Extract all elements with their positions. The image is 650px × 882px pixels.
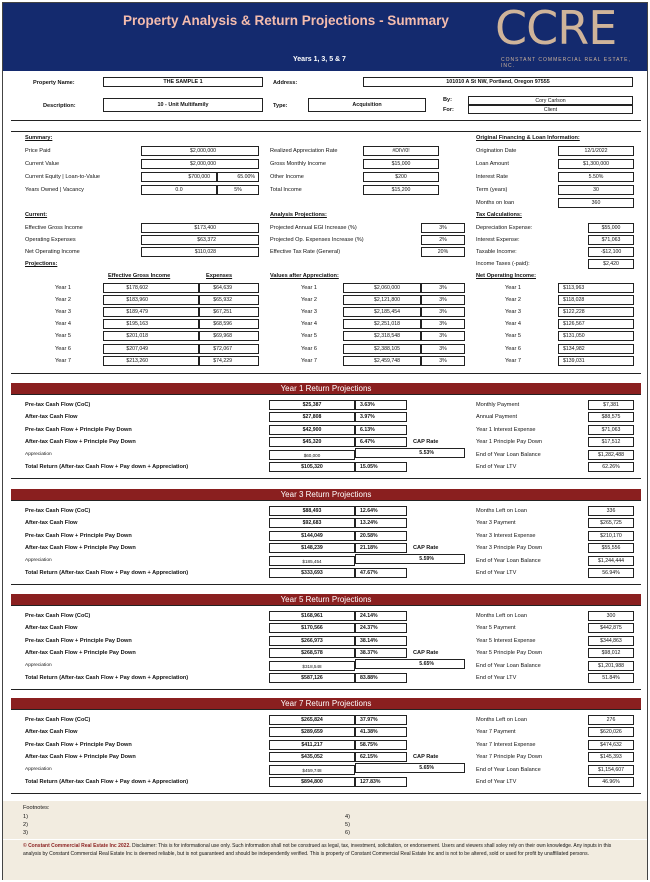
current-title: Current: (25, 212, 48, 218)
projection-noi-value: $113,963 (558, 283, 634, 293)
footnote-4: 4) (345, 814, 350, 820)
gross-monthly-income-label: Gross Monthly Income (270, 161, 326, 167)
company-logo-tagline: CONSTANT COMMERCIAL REAL ESTATE, INC. (501, 57, 631, 69)
loan-detail-label: Year 7 Principle Pay Down (476, 754, 543, 761)
projection-value: $2,185,454 (343, 307, 421, 317)
loan-detail-value: $145,393 (588, 752, 634, 762)
appreciation-rate-label: Realized Appreciation Rate (270, 148, 338, 154)
pretax-plus-paydown-value: $144,049 (269, 531, 355, 541)
interest-rate-label: Interest Rate (476, 174, 509, 180)
aftertax-plus-paydown-pct: 38.37% (355, 648, 407, 658)
cap-rate-value: 5.59% (355, 554, 465, 564)
current-opex-label: Operating Expenses (25, 237, 76, 243)
pretax-plus-paydown-label: Pre-tax Cash Flow + Principle Pay Down (25, 637, 132, 644)
projection-value: $2,060,000 (343, 283, 421, 293)
appreciation-value: $318,548 (269, 661, 355, 671)
current-equity-value: $700,000 (141, 172, 217, 182)
loan-detail-value: 300 (588, 611, 634, 621)
return-section-header: Year 3 Return Projections (11, 489, 641, 500)
loan-detail-label: End of Year LTV (476, 464, 517, 470)
projection-value-year-label: Year 4 (301, 321, 317, 328)
loan-detail-value: 276 (588, 715, 634, 725)
projection-value-year-label: Year 6 (301, 345, 317, 352)
description-field[interactable]: 10 - Unit Multifamily (103, 98, 263, 112)
pretax-cash-flow-label: Pre-tax Cash Flow (CoC) (25, 717, 91, 723)
projection-egi-value: $178,602 (103, 283, 199, 293)
loan-detail-label: Months Left on Loan (476, 613, 528, 619)
loan-detail-value: 51.84% (588, 673, 634, 683)
aftertax-plus-paydown-pct: 21.18% (355, 543, 407, 553)
report-title: Property Analysis & Return Projections - Summary (123, 13, 449, 28)
aftertax-cash-flow-pct: 13.24% (355, 518, 407, 528)
total-income-label: Total Income (270, 187, 302, 193)
loan-detail-value: $55,556 (588, 543, 634, 553)
loan-detail-value: $17,512 (588, 437, 634, 447)
aftertax-cash-flow-label: After-tax Cash Flow (25, 520, 78, 527)
price-paid-label: Price Paid (25, 148, 51, 154)
loan-detail-value: $344,863 (588, 636, 634, 646)
expenses-column-header: Expenses (206, 273, 233, 279)
projection-value: $2,121,800 (343, 295, 421, 305)
appreciation-value: $60,000 (269, 450, 355, 460)
cap-rate-label: CAP Rate (413, 439, 439, 446)
projection-egi-value: $213,260 (103, 356, 199, 366)
pretax-cash-flow-value: $265,824 (269, 715, 355, 725)
total-return-pct: 127.83% (355, 777, 407, 787)
aftertax-cash-flow-value: $170,566 (269, 623, 355, 633)
pretax-cash-flow-value: $168,961 (269, 611, 355, 621)
appreciation-rate-value: #DIV/0! (363, 146, 439, 156)
projection-year-label: Year 2 (55, 297, 71, 304)
pretax-plus-paydown-label: Pre-tax Cash Flow + Principle Pay Down (25, 426, 132, 433)
summary-title: Summary: (25, 135, 53, 141)
values-title: Values after Appreciation: (270, 273, 339, 279)
footnote-6: 6) (345, 830, 350, 836)
total-income-value: $15,200 (363, 185, 439, 195)
divider (11, 793, 641, 794)
pretax-plus-paydown-value: $411,217 (269, 740, 355, 750)
for-field[interactable]: Client (468, 105, 633, 114)
divider (11, 478, 641, 479)
loan-detail-value: $98,012 (588, 648, 634, 658)
current-noi-value: $110,028 (141, 247, 259, 257)
projection-noi-value: $126,567 (558, 319, 634, 329)
projection-value-year-label: Year 1 (301, 285, 317, 291)
total-return-label: Total Return (After-tax Cash Flow + Pay down + Appreciation) (25, 779, 189, 785)
projection-noi-year-label: Year 1 (505, 285, 521, 291)
aftertax-cash-flow-label: After-tax Cash Flow (25, 414, 78, 421)
appreciation-label: Appreciation (25, 451, 52, 457)
aftertax-cash-flow-label: After-tax Cash Flow (25, 625, 78, 632)
address-field[interactable]: 101010 A St NW, Portland, Oregon 97555 (363, 77, 633, 87)
egi-increase-label: Projected Annual EGI Increase (%) (270, 225, 357, 231)
projection-value: $2,459,748 (343, 356, 421, 366)
projection-value: $2,251,018 (343, 319, 421, 329)
projection-egi-value: $195,163 (103, 319, 199, 329)
projection-noi-value: $122,228 (558, 307, 634, 317)
projection-noi-year-label: Year 3 (505, 309, 521, 316)
aftertax-cash-flow-pct: 24.37% (355, 623, 407, 633)
appreciation-label: Appreciation (25, 766, 52, 772)
projections-title: Projections: (25, 261, 58, 267)
current-egi-value: $173,400 (141, 223, 259, 233)
origination-date-value: 12/1/2022 (558, 146, 634, 156)
aftertax-plus-paydown-pct: 6.47% (355, 437, 407, 447)
tax-rate-label: Effective Tax Rate (General) (270, 249, 341, 255)
current-equity-label: Current Equity | Loan-to-Value (25, 174, 101, 180)
appreciation-label: Appreciation (25, 557, 52, 563)
aftertax-plus-paydown-value: $268,578 (269, 648, 355, 658)
projection-egi-value: $201,018 (103, 331, 199, 341)
loan-detail-label: Year 1 Principle Pay Down (476, 439, 543, 446)
projection-year-label: Year 7 (55, 357, 71, 364)
pretax-cash-flow-label: Pre-tax Cash Flow (CoC) (25, 402, 91, 408)
projection-appreciation-pct: 3% (421, 307, 465, 317)
loan-detail-label: Year 5 Payment (476, 625, 516, 632)
projection-noi-year-label: Year 4 (505, 321, 521, 328)
tax-title: Tax Calculations: (476, 212, 522, 218)
for-label: For: (443, 107, 454, 113)
projection-appreciation-pct: 3% (421, 356, 465, 366)
projection-egi-value: $207,049 (103, 344, 199, 354)
projection-value-year-label: Year 3 (301, 309, 317, 316)
projection-expenses-value: $72,067 (199, 344, 259, 354)
current-noi-label: Net Operating Income (25, 249, 80, 255)
aftertax-plus-paydown-value: $148,239 (269, 543, 355, 553)
total-return-label: Total Return (After-tax Cash Flow + Pay down + Appreciation) (25, 570, 189, 576)
cap-rate-label: CAP Rate (413, 650, 439, 657)
pretax-plus-paydown-value: $266,973 (269, 636, 355, 646)
financing-title: Original Financing & Loan Information: (476, 135, 580, 141)
aftertax-plus-paydown-label: After-tax Cash Flow + Principle Pay Down (25, 650, 136, 657)
appreciation-value: $185,454 (269, 556, 355, 566)
current-opex-value: $63,372 (141, 235, 259, 245)
loan-detail-label: Year 5 Principle Pay Down (476, 650, 543, 657)
loan-detail-label: End of Year Loan Balance (476, 766, 541, 773)
loan-detail-label: Year 3 Payment (476, 520, 516, 527)
report-subtitle: Years 1, 3, 5 & 7 (293, 56, 346, 63)
loan-detail-label: End of Year Loan Balance (476, 451, 541, 458)
projection-noi-value: $139,031 (558, 356, 634, 366)
projection-appreciation-pct: 3% (421, 319, 465, 329)
loan-detail-value: $71,063 (588, 425, 634, 435)
total-return-pct: 83.88% (355, 673, 407, 683)
loan-detail-label: Annual Payment (476, 414, 518, 421)
pretax-cash-flow-pct: 12.64% (355, 506, 407, 516)
pretax-plus-paydown-pct: 58.75% (355, 740, 407, 750)
property-name-label: Property Name: (33, 80, 75, 86)
projection-value-year-label: Year 7 (301, 357, 317, 364)
loan-amount-label: Loan Amount (476, 161, 509, 167)
aftertax-cash-flow-label: After-tax Cash Flow (25, 729, 78, 736)
projection-egi-value: $189,479 (103, 307, 199, 317)
projection-value: $2,388,105 (343, 344, 421, 354)
cap-rate-value: 5.65% (355, 763, 465, 773)
projection-value: $2,318,548 (343, 331, 421, 341)
taxable-income-value: -$12,100 (588, 247, 634, 257)
projection-appreciation-pct: 3% (421, 295, 465, 305)
income-taxes-label: Income Taxes (-paid): (476, 261, 530, 267)
aftertax-plus-paydown-value: $435,052 (269, 752, 355, 762)
cap-rate-label: CAP Rate (413, 545, 439, 552)
description-label: Description: (43, 103, 76, 109)
total-return-value: $894,800 (269, 777, 355, 787)
projection-noi-year-label: Year 7 (505, 357, 521, 364)
pretax-cash-flow-pct: 24.14% (355, 611, 407, 621)
loan-amount-value: $1,300,000 (558, 159, 634, 169)
divider (11, 584, 641, 585)
current-value-value: $2,000,000 (141, 159, 259, 169)
loan-detail-value: $1,154,607 (588, 765, 634, 775)
taxable-income-label: Taxable Income: (476, 249, 517, 255)
loan-detail-value: $88,575 (588, 412, 634, 422)
appreciation-value: $459,748 (269, 765, 355, 775)
total-return-label: Total Return (After-tax Cash Flow + Pay down + Appreciation) (25, 464, 189, 470)
projection-noi-value: $131,050 (558, 331, 634, 341)
years-owned-label: Years Owned | Vacancy (25, 187, 84, 193)
type-field[interactable]: Acquisition (308, 98, 426, 112)
years-owned-value: 0.0 (141, 185, 217, 195)
divider (11, 689, 641, 690)
projection-appreciation-pct: 3% (421, 331, 465, 341)
current-value-label: Current Value (25, 161, 60, 167)
loan-detail-label: Monthly Payment (476, 402, 520, 408)
pretax-plus-paydown-label: Pre-tax Cash Flow + Principle Pay Down (25, 741, 132, 748)
aftertax-cash-flow-pct: 3.97% (355, 412, 407, 422)
company-logo: CCRE (495, 1, 617, 55)
aftertax-plus-paydown-value: $45,320 (269, 437, 355, 447)
divider (11, 131, 641, 132)
projection-expenses-value: $67,251 (199, 307, 259, 317)
ltv-value: 65.00% (217, 172, 259, 182)
opex-increase-value[interactable]: 2% (421, 235, 465, 245)
disclaimer (3, 840, 647, 880)
projection-year-label: Year 6 (55, 345, 71, 352)
report-header (3, 3, 647, 71)
total-return-value: $105,320 (269, 462, 355, 472)
by-label: By: (443, 97, 453, 103)
projection-value-year-label: Year 5 (301, 333, 317, 340)
loan-detail-value: $7,381 (588, 400, 634, 410)
loan-detail-value: $265,725 (588, 518, 634, 528)
vacancy-value: 5% (217, 185, 259, 195)
cap-rate-label: CAP Rate (413, 754, 439, 761)
pretax-cash-flow-value: $88,493 (269, 506, 355, 516)
projection-noi-value: $134,982 (558, 344, 634, 354)
loan-detail-label: Year 7 Payment (476, 729, 516, 736)
projection-expenses-value: $65,932 (199, 295, 259, 305)
projection-year-label: Year 4 (55, 321, 71, 328)
loan-detail-label: Year 5 Interest Expense (476, 637, 536, 644)
total-return-label: Total Return (After-tax Cash Flow + Pay down + Appreciation) (25, 675, 189, 681)
loan-detail-value: 56.94% (588, 568, 634, 578)
footnote-5: 5) (345, 822, 350, 828)
egi-column-header: Effective Gross Income (108, 273, 171, 279)
depreciation-label: Depreciation Expense: (476, 225, 533, 231)
loan-detail-label: End of Year Loan Balance (476, 662, 541, 669)
gross-monthly-income-value: $15,000 (363, 159, 439, 169)
footnotes-title: Footnotes: (23, 805, 50, 811)
report-page (2, 2, 648, 880)
cap-rate-value: 5.53% (355, 448, 465, 458)
pretax-cash-flow-pct: 37.97% (355, 715, 407, 725)
return-section-header: Year 1 Return Projections (11, 383, 641, 394)
address-label: Address: (273, 80, 298, 86)
opex-increase-label: Projected Op. Expenses Increase (%) (270, 237, 364, 243)
pretax-plus-paydown-pct: 20.58% (355, 531, 407, 541)
divider (11, 500, 641, 501)
loan-detail-label: Months Left on Loan (476, 717, 528, 723)
loan-detail-label: Months Left on Loan (476, 508, 528, 514)
aftertax-plus-paydown-label: After-tax Cash Flow + Principle Pay Down (25, 754, 136, 761)
aftertax-cash-flow-value: $27,808 (269, 412, 355, 422)
origination-date-label: Origination Date (476, 148, 517, 154)
loan-detail-value: $1,201,988 (588, 661, 634, 671)
months-on-loan-label: Months on loan (476, 200, 515, 206)
footnote-3: 3) (23, 830, 28, 836)
projection-expenses-value: $68,596 (199, 319, 259, 329)
depreciation-value: $55,000 (588, 223, 634, 233)
price-paid-value: $2,000,000 (141, 146, 259, 156)
pretax-plus-paydown-label: Pre-tax Cash Flow + Principle Pay Down (25, 532, 132, 539)
interest-rate-value: 5.50% (558, 172, 634, 182)
pretax-cash-flow-label: Pre-tax Cash Flow (CoC) (25, 508, 91, 514)
total-return-pct: 15.05% (355, 462, 407, 472)
pretax-plus-paydown-pct: 38.14% (355, 636, 407, 646)
aftertax-cash-flow-value: $289,659 (269, 727, 355, 737)
disclaimer-text: Disclaimer: This is for informational use only. Such information shall not be construed as legal, tax, investment, solicitation, or endorsement. Users and viewers shall soley rely on their own knowledge. Any inputs in this analysis by Constant Commercial Real Estate Inc is deemed reliable, but is not guaranteed and should be independently verified. This is property of Constant Commercial Real Estate Inc and is not to be altered, sold or used for profit by unaffiliated persons. (23, 843, 612, 857)
aftertax-plus-paydown-label: After-tax Cash Flow + Principle Pay Down (25, 439, 136, 446)
loan-detail-value: 336 (588, 506, 634, 516)
interest-expense-value: $71,063 (588, 235, 634, 245)
loan-detail-label: Year 3 Interest Expense (476, 532, 536, 539)
divider (11, 394, 641, 395)
loan-detail-value: $474,632 (588, 740, 634, 750)
projection-appreciation-pct: 3% (421, 283, 465, 293)
projection-noi-value: $118,028 (558, 295, 634, 305)
projection-expenses-value: $74,229 (199, 356, 259, 366)
loan-detail-value: 46.96% (588, 777, 634, 787)
projection-egi-value: $183,960 (103, 295, 199, 305)
other-income-value: $200 (363, 172, 439, 182)
loan-detail-label: End of Year LTV (476, 570, 517, 576)
pretax-cash-flow-label: Pre-tax Cash Flow (CoC) (25, 613, 91, 619)
aftertax-plus-paydown-label: After-tax Cash Flow + Principle Pay Down (25, 545, 136, 552)
cap-rate-value: 5.65% (355, 659, 465, 669)
projection-appreciation-pct: 3% (421, 344, 465, 354)
interest-expense-label: Interest Expense: (476, 237, 520, 243)
months-on-loan-value: 360 (558, 198, 634, 208)
loan-detail-label: End of Year LTV (476, 675, 517, 681)
pretax-cash-flow-pct: 3.63% (355, 400, 407, 410)
total-return-value: $587,126 (269, 673, 355, 683)
appreciation-label: Appreciation (25, 662, 52, 668)
return-section-header: Year 5 Return Projections (11, 594, 641, 605)
analysis-title: Analysis Projections: (270, 212, 327, 218)
term-label: Term (years) (476, 187, 508, 193)
projection-year-label: Year 1 (55, 285, 71, 291)
tax-rate-value[interactable]: 20% (421, 247, 465, 257)
loan-detail-label: Year 7 Interest Expense (476, 741, 536, 748)
loan-detail-value: 62.26% (588, 462, 634, 472)
type-label: Type: (273, 103, 288, 109)
loan-detail-value: $210,170 (588, 531, 634, 541)
pretax-plus-paydown-value: $42,900 (269, 425, 355, 435)
pretax-plus-paydown-pct: 6.13% (355, 425, 407, 435)
property-name-field[interactable]: THE SAMPLE 1 (103, 77, 263, 87)
divider (11, 605, 641, 606)
projection-noi-year-label: Year 6 (505, 345, 521, 352)
projection-noi-year-label: Year 5 (505, 333, 521, 340)
by-field[interactable]: Cory Carlson (468, 96, 633, 105)
footnote-2: 2) (23, 822, 28, 828)
loan-detail-label: Year 3 Principle Pay Down (476, 545, 543, 552)
loan-detail-label: End of Year Loan Balance (476, 557, 541, 564)
total-return-value: $333,693 (269, 568, 355, 578)
income-taxes-value: $2,420 (588, 259, 634, 269)
loan-detail-value: $442,875 (588, 623, 634, 633)
projection-year-label: Year 3 (55, 309, 71, 316)
projection-noi-year-label: Year 2 (505, 297, 521, 304)
loan-detail-value: $1,244,444 (588, 556, 634, 566)
footnotes-area (3, 801, 647, 839)
projection-value-year-label: Year 2 (301, 297, 317, 304)
egi-increase-value[interactable]: 3% (421, 223, 465, 233)
projection-expenses-value: $69,968 (199, 331, 259, 341)
aftertax-plus-paydown-pct: 62.15% (355, 752, 407, 762)
pretax-cash-flow-value: $25,387 (269, 400, 355, 410)
divider (11, 120, 641, 121)
projection-expenses-value: $64,639 (199, 283, 259, 293)
loan-detail-label: End of Year LTV (476, 779, 517, 785)
divider (11, 709, 641, 710)
loan-detail-label: Year 1 Interest Expense (476, 426, 536, 433)
loan-detail-value: $620,026 (588, 727, 634, 737)
term-value: 30 (558, 185, 634, 195)
total-return-pct: 47.67% (355, 568, 407, 578)
projection-year-label: Year 5 (55, 333, 71, 340)
current-egi-label: Effective Gross Income (25, 225, 83, 231)
loan-detail-value: $1,282,488 (588, 450, 634, 460)
footnote-1: 1) (23, 814, 28, 820)
return-section-header: Year 7 Return Projections (11, 698, 641, 709)
divider (11, 373, 641, 374)
disclaimer-copyright: © Constant Commercial Real Estate Inc 2022. (23, 843, 131, 849)
aftertax-cash-flow-pct: 41.38% (355, 727, 407, 737)
other-income-label: Other Income (270, 174, 304, 180)
aftertax-cash-flow-value: $92,683 (269, 518, 355, 528)
noi-title: Net Operating Income: (476, 273, 536, 279)
